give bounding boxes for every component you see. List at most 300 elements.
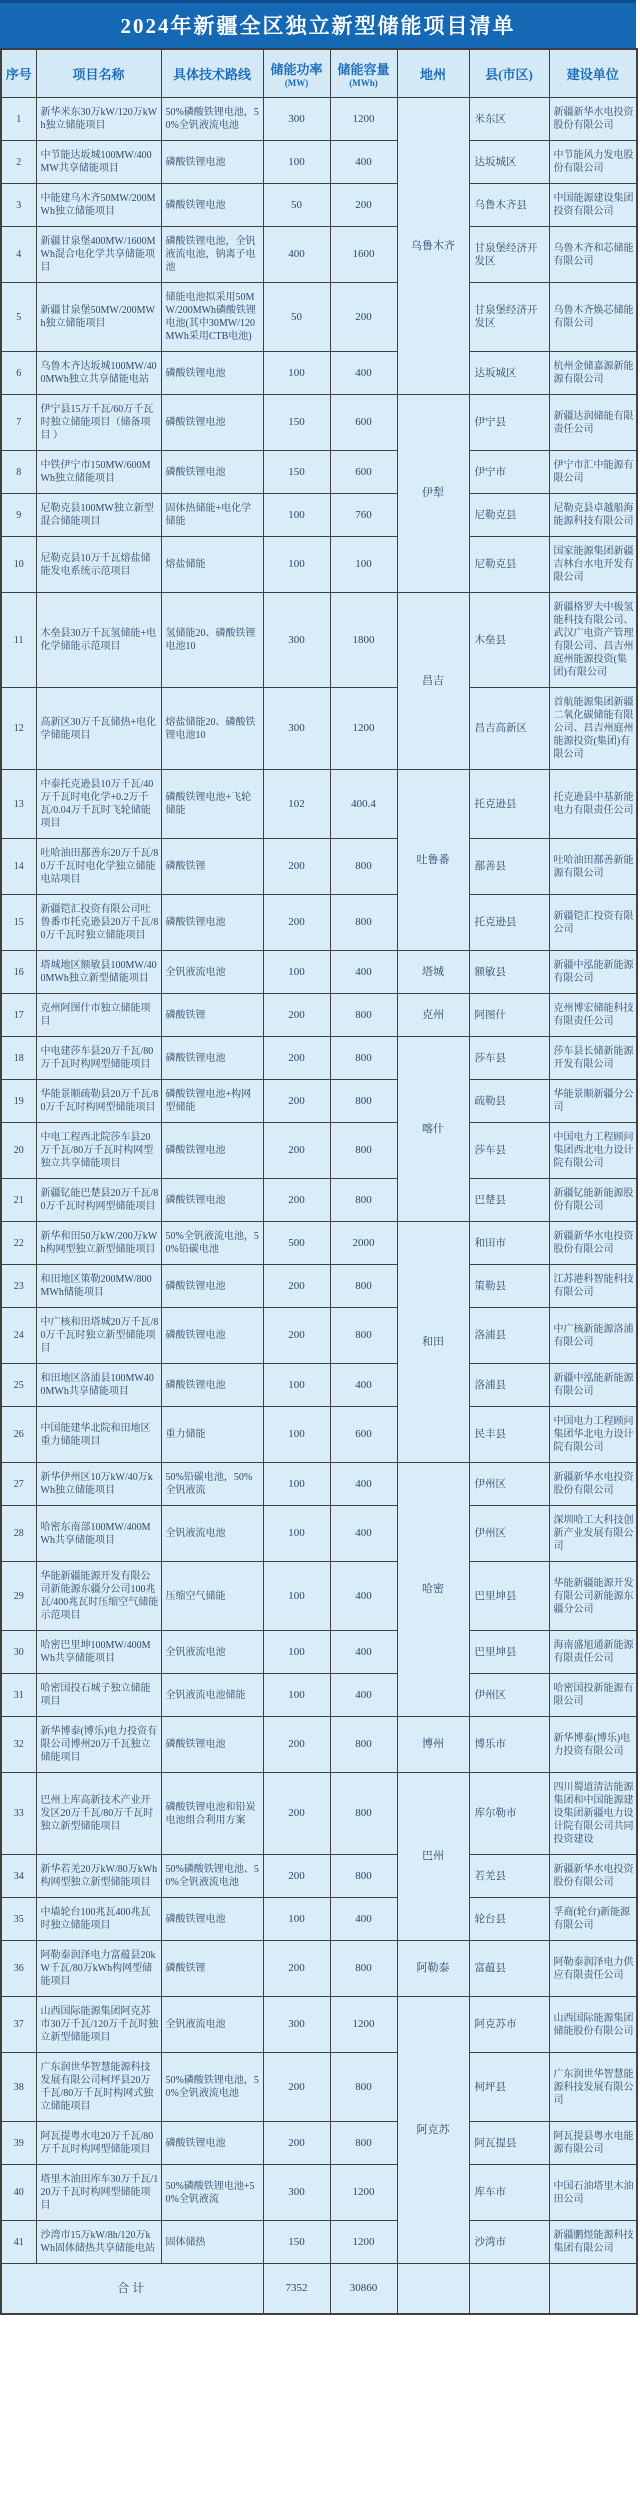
cell-capacity: 1200 — [330, 1997, 397, 2053]
cell-builder: 杭州金储嘉源新能源有限公司 — [549, 352, 637, 395]
cell-index: 6 — [1, 352, 36, 395]
cell-index: 13 — [1, 770, 36, 839]
cell-power: 200 — [263, 2053, 330, 2122]
cell-power: 100 — [263, 1364, 330, 1407]
table-row — [1, 593, 637, 688]
column-header-3 — [263, 49, 330, 98]
cell-index: 23 — [1, 1265, 36, 1308]
table-row — [1, 1364, 637, 1407]
cell-index: 41 — [1, 2221, 36, 2264]
cell-builder: 克州博宏储能科技有限责任公司 — [549, 994, 637, 1037]
cell-builder: 中国电力工程顾问集团西北电力设计院有限公司 — [549, 1123, 637, 1179]
cell-tech-route: 磷酸铁锂电池 — [161, 1037, 263, 1080]
cell-capacity: 800 — [330, 1308, 397, 1364]
cell-capacity: 400 — [330, 1364, 397, 1407]
cell-project-name: 中节能达坂城100MW/400MW共享储能项目 — [36, 141, 161, 184]
column-header-label: 序号 — [5, 67, 32, 82]
cell-tech-route: 全钒液流电池储能 — [161, 1674, 263, 1717]
cell-power: 200 — [263, 1080, 330, 1123]
cell-power: 200 — [263, 1037, 330, 1080]
cell-county: 疏勒县 — [469, 1080, 549, 1123]
cell-region: 阿克苏 — [397, 1997, 469, 2264]
cell-tech-route: 熔盐储能 — [161, 537, 263, 593]
cell-power: 200 — [263, 1941, 330, 1997]
cell-tech-route: 磷酸铁锂电池 — [161, 1123, 263, 1179]
cell-project-name: 广东润世华智慧能源科技发展有限公司柯坪县20万千瓦/80万千瓦时构网式独立储能项目 — [36, 2053, 161, 2122]
table-row — [1, 537, 637, 593]
cell-project-name: 和田地区洛浦县100MW400MWh共享储能项目 — [36, 1364, 161, 1407]
cell-power: 150 — [263, 395, 330, 451]
cell-builder: 中广核新能源洛浦有限公司 — [549, 1308, 637, 1364]
cell-builder: 新疆格罗夫中极氢能科技有限公司、武汉广电资产管理有限公司、昌吉州庭州能源投资(集团)有限公司 — [549, 593, 637, 688]
cell-index: 28 — [1, 1506, 36, 1562]
cell-builder: 阿勒泰润泽电力供应有限责任公司 — [549, 1941, 637, 1997]
cell-tech-route: 压缩空气储能 — [161, 1562, 263, 1631]
table-row — [1, 1898, 637, 1941]
cell-index: 12 — [1, 688, 36, 770]
cell-capacity: 400 — [330, 1562, 397, 1631]
cell-power: 50 — [263, 283, 330, 352]
column-header-label: 地州 — [419, 67, 446, 82]
cell-project-name: 华能景顺疏勒县20万千瓦/80万千瓦时构网型储能项目 — [36, 1080, 161, 1123]
cell-builder: 新疆新华水电投资股份有限公司 — [549, 1855, 637, 1898]
table-row — [1, 1080, 637, 1123]
cell-index: 40 — [1, 2165, 36, 2221]
table-row — [1, 227, 637, 283]
cell-power: 100 — [263, 1407, 330, 1463]
cell-county: 额敏县 — [469, 951, 549, 994]
cell-power: 100 — [263, 1898, 330, 1941]
column-header-label: 县(市区) — [485, 67, 533, 82]
cell-capacity: 1600 — [330, 227, 397, 283]
cell-index: 16 — [1, 951, 36, 994]
cell-index: 32 — [1, 1717, 36, 1773]
cell-project-name: 哈密东南部100MW/400MWh共享储能项目 — [36, 1506, 161, 1562]
cell-tech-route: 磷酸铁锂电池 — [161, 451, 263, 494]
cell-project-name: 华能新疆能源开发有限公司新能源东疆分公司100兆瓦/400兆瓦时压缩空气储能示范项目 — [36, 1562, 161, 1631]
cell-tech-route: 磷酸铁锂电池 — [161, 141, 263, 184]
cell-county: 柯坪县 — [469, 2053, 549, 2122]
table-row — [1, 1308, 637, 1364]
cell-county: 甘泉堡经济开发区 — [469, 283, 549, 352]
header-row — [1, 49, 637, 98]
cell-county: 鄯善县 — [469, 839, 549, 895]
cell-tech-route: 磷酸铁锂电池 — [161, 184, 263, 227]
table-row — [1, 1265, 637, 1308]
cell-capacity: 600 — [330, 1407, 397, 1463]
table-row — [1, 1506, 637, 1562]
cell-tech-route: 氢储能20、磷酸铁锂电池10 — [161, 593, 263, 688]
cell-capacity: 100 — [330, 537, 397, 593]
cell-capacity: 800 — [330, 2053, 397, 2122]
cell-capacity: 200 — [330, 283, 397, 352]
cell-builder: 首航能源集团新疆二氧化碳储能有限公司、昌吉州庭州能源投资(集团)有限公司 — [549, 688, 637, 770]
cell-capacity: 400 — [330, 1506, 397, 1562]
cell-project-name: 新华米东30万kW/120万kWh独立储能项目 — [36, 98, 161, 141]
cell-power: 200 — [263, 1717, 330, 1773]
cell-region: 克州 — [397, 994, 469, 1037]
table-row — [1, 1179, 637, 1222]
cell-region: 乌鲁木齐 — [397, 98, 469, 395]
cell-builder: 孚商(轮台)新能源有限公司 — [549, 1898, 637, 1941]
cell-tech-route: 磷酸铁锂电池 — [161, 1717, 263, 1773]
cell-builder: 阿瓦提县粤水电能源有限公司 — [549, 2122, 637, 2165]
column-header-label: 储能功率 — [270, 62, 323, 77]
cell-capacity: 400 — [330, 1631, 397, 1674]
cell-capacity: 800 — [330, 2122, 397, 2165]
cell-county: 尼勒克县 — [469, 537, 549, 593]
cell-region: 塔城 — [397, 951, 469, 994]
cell-county: 库车市 — [469, 2165, 549, 2221]
table-row — [1, 141, 637, 184]
cell-index: 31 — [1, 1674, 36, 1717]
table-row — [1, 1123, 637, 1179]
cell-power: 100 — [263, 1674, 330, 1717]
cell-builder: 国家能源集团新疆吉林台水电开发有限公司 — [549, 537, 637, 593]
cell-tech-route: 50%全钒液流电池，50%铅碳电池 — [161, 1222, 263, 1265]
cell-builder: 尼勒克县卓越船海能源科技有限公司 — [549, 494, 637, 537]
column-header-5 — [397, 49, 469, 98]
cell-county: 米东区 — [469, 98, 549, 141]
cell-county: 达坂城区 — [469, 141, 549, 184]
table-row — [1, 1562, 637, 1631]
cell-county: 博乐市 — [469, 1717, 549, 1773]
cell-power: 100 — [263, 1562, 330, 1631]
cell-index: 8 — [1, 451, 36, 494]
cell-index: 35 — [1, 1898, 36, 1941]
cell-county: 巴里坤县 — [469, 1562, 549, 1631]
cell-power: 300 — [263, 98, 330, 141]
cell-county: 库尔勒市 — [469, 1773, 549, 1855]
cell-power: 200 — [263, 1265, 330, 1308]
cell-power: 500 — [263, 1222, 330, 1265]
cell-county: 富蕴县 — [469, 1941, 549, 1997]
cell-county: 沙湾市 — [469, 2221, 549, 2264]
table-row — [1, 994, 637, 1037]
cell-county: 托克逊县 — [469, 895, 549, 951]
table-row — [1, 494, 637, 537]
cell-power: 200 — [263, 1123, 330, 1179]
cell-capacity: 800 — [330, 1123, 397, 1179]
table-row — [1, 688, 637, 770]
table-row — [1, 770, 637, 839]
cell-tech-route: 磷酸铁锂电池 — [161, 352, 263, 395]
cell-capacity: 800 — [330, 1179, 397, 1222]
cell-project-name: 哈密国投石城子独立储能项目 — [36, 1674, 161, 1717]
cell-index: 10 — [1, 537, 36, 593]
cell-project-name: 中电建莎车县20万千瓦/80万千瓦时构网型储能项目 — [36, 1037, 161, 1080]
cell-power: 100 — [263, 1506, 330, 1562]
cell-tech-route: 全钒液流电池 — [161, 1631, 263, 1674]
cell-tech-route: 磷酸铁锂电池 — [161, 1179, 263, 1222]
cell-region: 哈密 — [397, 1463, 469, 1717]
column-header-7 — [549, 49, 637, 98]
cell-county: 阿瓦提县 — [469, 2122, 549, 2165]
cell-project-name: 塔里木油田库车30万千瓦/120万千瓦时构网型储能项目 — [36, 2165, 161, 2221]
cell-power: 300 — [263, 2165, 330, 2221]
cell-power: 300 — [263, 1997, 330, 2053]
cell-county: 民丰县 — [469, 1407, 549, 1463]
cell-tech-route: 磷酸铁锂电池 — [161, 2122, 263, 2165]
column-header-label: 建设单位 — [566, 67, 619, 82]
table-header — [1, 49, 637, 98]
cell-power: 400 — [263, 227, 330, 283]
cell-project-name: 克州阿图什市独立储能项目 — [36, 994, 161, 1037]
cell-county: 巴里坤县 — [469, 1631, 549, 1674]
cell-project-name: 乌鲁木齐达坂城100MW/400MWh独立共享储能电站 — [36, 352, 161, 395]
cell-builder: 新疆鹏煜能源科技集团有限公司 — [549, 2221, 637, 2264]
cell-capacity: 800 — [330, 895, 397, 951]
cell-index: 27 — [1, 1463, 36, 1506]
cell-capacity: 2000 — [330, 1222, 397, 1265]
cell-builder: 山西国际能源集团储能股份有限公司 — [549, 1997, 637, 2053]
cell-builder: 江苏港科智能科技有限公司 — [549, 1265, 637, 1308]
cell-index: 17 — [1, 994, 36, 1037]
cell-county: 昌吉高新区 — [469, 688, 549, 770]
cell-tech-route: 磷酸铁锂电池和铅炭电池组合利用方案 — [161, 1773, 263, 1855]
cell-tech-route: 50%磷酸铁锂电池+50%全钒液流 — [161, 2165, 263, 2221]
column-header-label: 具体技术路线 — [172, 67, 251, 82]
cell-county: 乌鲁木齐县 — [469, 184, 549, 227]
page-title: 2024年新疆全区独立新型储能项目清单 — [0, 0, 636, 48]
table-row — [1, 2165, 637, 2221]
table-row — [1, 1222, 637, 1265]
column-header-1 — [36, 49, 161, 98]
cell-region: 博州 — [397, 1717, 469, 1773]
total-label: 合计 — [1, 2264, 263, 2315]
cell-capacity: 1200 — [330, 2165, 397, 2221]
cell-power: 200 — [263, 994, 330, 1037]
cell-county: 伊州区 — [469, 1674, 549, 1717]
table-row — [1, 1717, 637, 1773]
cell-project-name: 阿瓦提粤水电20万千瓦/80万千瓦时构网型储能项目 — [36, 2122, 161, 2165]
cell-county: 木垒县 — [469, 593, 549, 688]
column-header-4 — [330, 49, 397, 98]
cell-index: 39 — [1, 2122, 36, 2165]
cell-power: 150 — [263, 451, 330, 494]
cell-tech-route: 固体热储能+电化学储能 — [161, 494, 263, 537]
cell-capacity: 760 — [330, 494, 397, 537]
table-row — [1, 1463, 637, 1506]
cell-project-name: 哈密巴里坤100MW/400MWh共享储能项目 — [36, 1631, 161, 1674]
cell-capacity: 400.4 — [330, 770, 397, 839]
cell-county: 和田市 — [469, 1222, 549, 1265]
cell-tech-route: 磷酸铁锂电池+构网型储能 — [161, 1080, 263, 1123]
cell-power: 200 — [263, 1308, 330, 1364]
cell-builder: 深圳哈工大科技创新产业发展有限公司 — [549, 1506, 637, 1562]
cell-builder: 中节能风力发电股份有限公司 — [549, 141, 637, 184]
cell-builder: 新华博泰(博乐)电力投资有限公司 — [549, 1717, 637, 1773]
cell-index: 7 — [1, 395, 36, 451]
cell-power: 100 — [263, 494, 330, 537]
cell-tech-route: 磷酸铁锂 — [161, 839, 263, 895]
cell-tech-route: 全钒液流电池 — [161, 951, 263, 994]
cell-county: 托克逊县 — [469, 770, 549, 839]
cell-project-name: 新华和田50万kW/200万kWh构网型独立新型储能项目 — [36, 1222, 161, 1265]
table-row — [1, 2122, 637, 2165]
table-row — [1, 395, 637, 451]
cell-region: 喀什 — [397, 1037, 469, 1222]
column-header-0 — [1, 49, 36, 98]
column-header-unit: (MWh) — [349, 78, 378, 88]
cell-builder: 广东润世华智慧能源科技发展有限公司 — [549, 2053, 637, 2122]
cell-region: 和田 — [397, 1222, 469, 1463]
cell-builder: 海南盛旭通新能源有限责任公司 — [549, 1631, 637, 1674]
cell-tech-route: 储能电池拟采用50MW/200MWh磷酸铁锂电池(其中30MW/120MWh采用CTB电池) — [161, 283, 263, 352]
cell-power: 100 — [263, 1631, 330, 1674]
cell-project-name: 中墙轮台100兆瓦400兆瓦时独立储能项目 — [36, 1898, 161, 1941]
column-header-2 — [161, 49, 263, 98]
table-row — [1, 352, 637, 395]
cell-builder: 新疆新华水电投资股份有限公司 — [549, 1222, 637, 1265]
cell-builder: 中国石油塔里木油田公司 — [549, 2165, 637, 2221]
cell-capacity: 800 — [330, 1037, 397, 1080]
cell-project-name: 沙湾市15万kW/8h/120万kWh固体储热共享储能电站 — [36, 2221, 161, 2264]
cell-index: 37 — [1, 1997, 36, 2053]
table-row — [1, 1773, 637, 1855]
cell-county: 达坂城区 — [469, 352, 549, 395]
total-power: 7352 — [263, 2264, 330, 2315]
cell-project-name: 木垒县30万千瓦氢储能+电化学储能示范项目 — [36, 593, 161, 688]
cell-tech-route: 磷酸铁锂电池 — [161, 895, 263, 951]
total-capacity: 30860 — [330, 2264, 397, 2315]
cell-builder: 新疆新华水电投资股份有限公司 — [549, 1463, 637, 1506]
projects-table — [0, 48, 638, 2315]
cell-capacity: 800 — [330, 1265, 397, 1308]
cell-index: 30 — [1, 1631, 36, 1674]
cell-index: 25 — [1, 1364, 36, 1407]
cell-county: 伊宁县 — [469, 395, 549, 451]
cell-builder: 托克逊县中基新能电力有限责任公司 — [549, 770, 637, 839]
cell-power: 102 — [263, 770, 330, 839]
cell-tech-route: 磷酸铁锂电池 — [161, 1898, 263, 1941]
cell-power: 200 — [263, 895, 330, 951]
cell-county: 阿图什 — [469, 994, 549, 1037]
cell-power: 100 — [263, 352, 330, 395]
cell-county: 尼勒克县 — [469, 494, 549, 537]
cell-county: 伊州区 — [469, 1506, 549, 1562]
cell-power: 100 — [263, 141, 330, 184]
cell-builder: 新疆新华水电投资股份有限公司 — [549, 98, 637, 141]
cell-capacity: 600 — [330, 395, 397, 451]
table-row — [1, 1407, 637, 1463]
cell-capacity: 600 — [330, 451, 397, 494]
cell-tech-route: 固体储热 — [161, 2221, 263, 2264]
table-row — [1, 1997, 637, 2053]
cell-capacity: 800 — [330, 1080, 397, 1123]
cell-project-name: 中泰托克逊县10万千瓦/40万千瓦时电化学+0.2万千瓦/0.04万千瓦时飞轮储能项目 — [36, 770, 161, 839]
cell-project-name: 中国能建华北院和田地区重力储能项目 — [36, 1407, 161, 1463]
cell-builder: 四川蜀道清洁能源集团和中国能源建设集团新疆电力设计院有限公司共同投资建设 — [549, 1773, 637, 1855]
cell-tech-route: 磷酸铁锂电池 — [161, 1364, 263, 1407]
cell-county: 若羌县 — [469, 1855, 549, 1898]
cell-project-name: 新华博泰(博乐)电力投资有限公司博州20万千瓦独立储能项目 — [36, 1717, 161, 1773]
cell-builder: 哈密国投新能源有限公司 — [549, 1674, 637, 1717]
table-row — [1, 283, 637, 352]
table-row — [1, 895, 637, 951]
cell-tech-route: 磷酸铁锂电池 — [161, 395, 263, 451]
table-row — [1, 2221, 637, 2264]
cell-county: 甘泉堡经济开发区 — [469, 227, 549, 283]
cell-capacity: 800 — [330, 994, 397, 1037]
total-row — [1, 2264, 637, 2315]
cell-tech-route: 重力储能 — [161, 1407, 263, 1463]
cell-builder: 新疆中泓能新能源有限公司 — [549, 951, 637, 994]
total-empty-county — [469, 2264, 549, 2315]
cell-project-name: 吐哈油田鄯善东20万千瓦/80万千瓦时电化学独立储能电站项目 — [36, 839, 161, 895]
cell-power: 50 — [263, 184, 330, 227]
cell-capacity: 400 — [330, 141, 397, 184]
cell-index: 11 — [1, 593, 36, 688]
cell-capacity: 400 — [330, 1463, 397, 1506]
cell-capacity: 1200 — [330, 98, 397, 141]
cell-index: 2 — [1, 141, 36, 184]
cell-project-name: 新华伊州区10万kW/40万kWh独立储能项目 — [36, 1463, 161, 1506]
cell-builder: 莎车县长储新能源开发有限公司 — [549, 1037, 637, 1080]
cell-power: 100 — [263, 1463, 330, 1506]
column-header-label: 项目名称 — [72, 67, 125, 82]
total-empty-region — [397, 2264, 469, 2315]
table-row — [1, 839, 637, 895]
cell-region: 伊犁 — [397, 395, 469, 593]
cell-index: 21 — [1, 1179, 36, 1222]
cell-index: 5 — [1, 283, 36, 352]
cell-project-name: 新华若羌20万kW/80万kWh构网型独立新型储能项目 — [36, 1855, 161, 1898]
cell-capacity: 400 — [330, 951, 397, 994]
cell-capacity: 800 — [330, 839, 397, 895]
table-row — [1, 184, 637, 227]
cell-tech-route: 全钒液流电池 — [161, 1997, 263, 2053]
cell-tech-route: 磷酸铁锂电池+飞轮储能 — [161, 770, 263, 839]
cell-project-name: 巴州上库高新技术产业开发区20万千瓦/80万千瓦时独立新型储能项目 — [36, 1773, 161, 1855]
cell-county: 伊州区 — [469, 1463, 549, 1506]
cell-builder: 中国能源建设集团投资有限公司 — [549, 184, 637, 227]
cell-builder: 新疆铠汇投资有限公司 — [549, 895, 637, 951]
cell-region: 阿勒泰 — [397, 1941, 469, 1997]
cell-capacity: 800 — [330, 1773, 397, 1855]
cell-capacity: 400 — [330, 1674, 397, 1717]
cell-builder: 新疆中泓能新能源有限公司 — [549, 1364, 637, 1407]
cell-index: 29 — [1, 1562, 36, 1631]
cell-project-name: 新疆钇能巴楚县20万千瓦/80万千瓦时构网型储能项目 — [36, 1179, 161, 1222]
cell-power: 100 — [263, 951, 330, 994]
cell-project-name: 新疆铠汇投资有限公司吐鲁番市托克逊县20万千瓦/80万千瓦时独立储能项目 — [36, 895, 161, 951]
cell-power: 200 — [263, 2122, 330, 2165]
cell-tech-route: 磷酸铁锂 — [161, 994, 263, 1037]
cell-index: 24 — [1, 1308, 36, 1364]
cell-index: 20 — [1, 1123, 36, 1179]
cell-capacity: 800 — [330, 1717, 397, 1773]
cell-power: 200 — [263, 839, 330, 895]
cell-project-name: 伊宁县15万千瓦/60万千瓦时独立储能项目（储备项目 ） — [36, 395, 161, 451]
table-row — [1, 451, 637, 494]
cell-region: 吐鲁番 — [397, 770, 469, 951]
cell-index: 38 — [1, 2053, 36, 2122]
cell-index: 3 — [1, 184, 36, 227]
cell-project-name: 山西国际能源集团阿克苏市30万千瓦/120万千瓦时独立新型储能项目 — [36, 1997, 161, 2053]
cell-project-name: 新疆甘泉堡50MW/200MWh独立储能项目 — [36, 283, 161, 352]
cell-project-name: 中能建乌木齐50MW/200MWh独立储能项目 — [36, 184, 161, 227]
table-row — [1, 98, 637, 141]
cell-power: 200 — [263, 1773, 330, 1855]
cell-capacity: 1200 — [330, 688, 397, 770]
cell-index: 4 — [1, 227, 36, 283]
cell-tech-route: 熔盐储能20、磷酸铁锂电池10 — [161, 688, 263, 770]
cell-county: 洛浦县 — [469, 1308, 549, 1364]
cell-builder: 伊宁市汇中能源有限公司 — [549, 451, 637, 494]
cell-project-name: 中铁伊宁市150MW/600MWh独立储能项目 — [36, 451, 161, 494]
cell-tech-route: 50%铅碳电池，50%全钒液流 — [161, 1463, 263, 1506]
